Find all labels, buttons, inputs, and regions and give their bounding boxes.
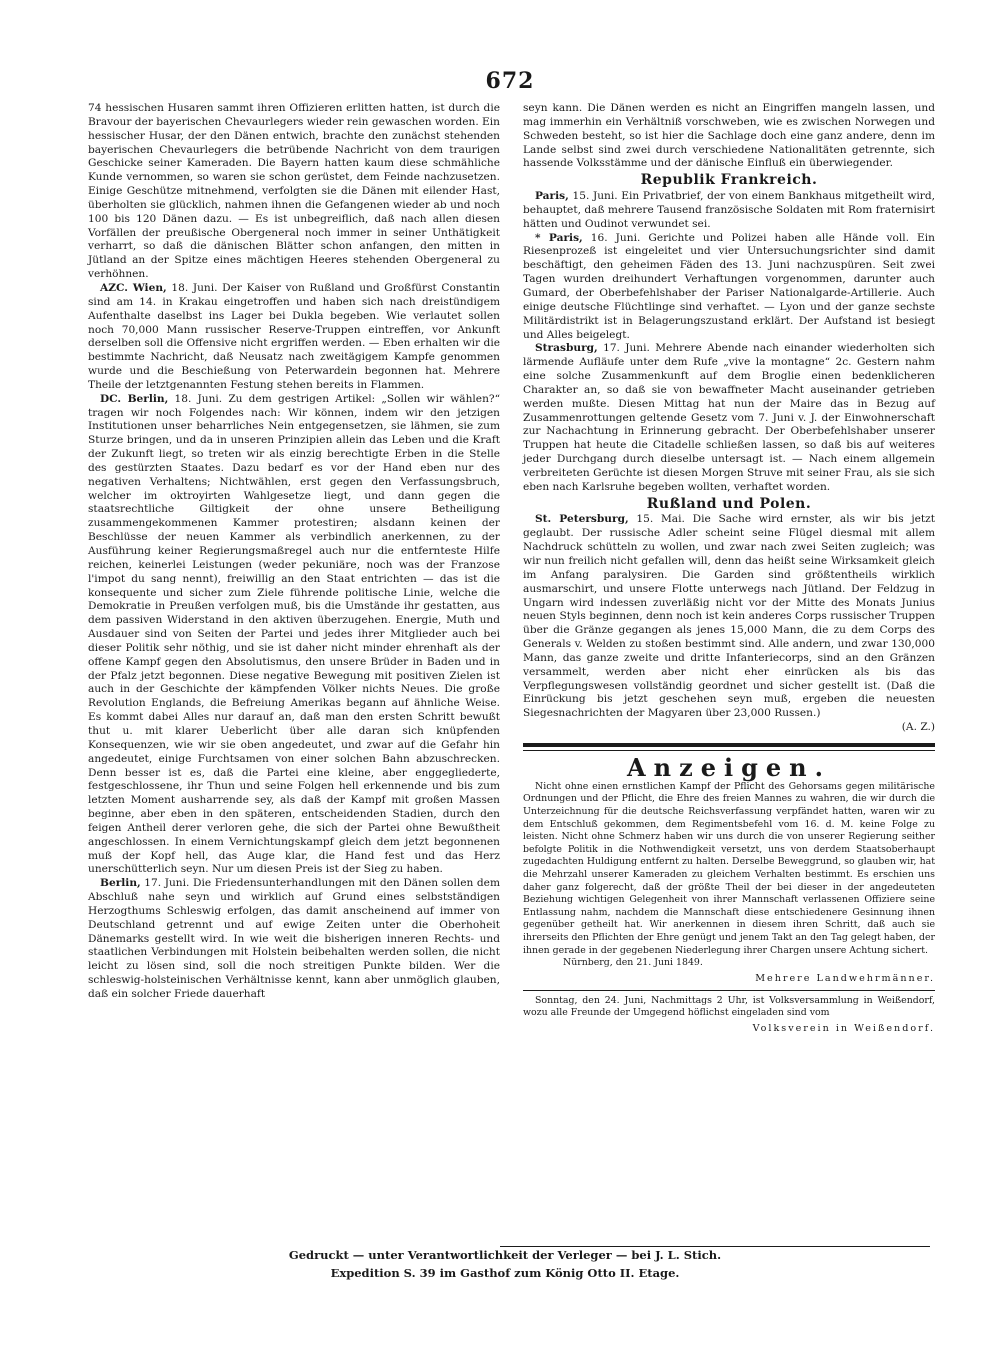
article-dateline: Strasburg,: [535, 342, 598, 355]
right-column: [523, 102, 935, 1039]
expedition-line: Expedition S. 39 im Gasthof zum König Otto II. Etage.: [330, 1266, 680, 1280]
section-heading: Rußland und Polen.: [646, 495, 812, 512]
article-text: 18. Juni. Zu dem gestrigen Artikel: „Sollen wir wählen?“ tragen wir noch Folgendes nach: Wir können, indem wir den jetzigen Institutionen unser beharrliches Nein entgegensetzen, sie lähmen, sie zum Sturze bringen, und da in unseren Prinzipien allein das Leben und die Kraft der Zukunft liegt, so treten wir als einzig berechtigte Erben in die Stelle des gestürzten Staates. Dazu bedarf es vor der Hand eben nur des negativen Verhaltens; Nichtwählen, erst gegen den Verfassungsbruch, welcher im oktroyirten Wahlgesetze liegt, und dann gegen die staatsrechtliche Giltigkeit der ohne unsere Betheiligung zusammengekommenen Kammer protestiren; alsdann keinen der Beschlüsse der neuen Kammer als verbindlich anerkennen, zu der Ausführung keiner Regierungsmaßregel auch nur die entfernteste Hilfe reichen, keinerlei Leistungen (weder pekuniäre, noch was der Franzose l'impot du sang nennt), freiwillig an den Staat entrichten — das ist die konsequente und sicher zum Ziele führende politische Linie, welche die Demokratie in Preußen verfolgen muß, bis die Umstände ihr gestatten, aus dem passiven Widerstand in den aktiven überzugehen. Energie, Muth und Ausdauer sind von Seiten der Partei und jedes ihrer Mitglieder auch bei dieser Politik sehr nöthig, und sie ist daher nicht minder ehrenhaft als der offene Kampf gegen den Absolutismus, den unsere Brüder in Baden und in der Pfalz jetzt begonnen. Diese negative Bewegung mit positiven Zielen ist auch in der Geschichte der kämpfenden Völker nichts Neues. Die große Revolution Englands, die Befreiung Amerikas begann auf ähnliche Weise. Es kommt dabei Alles nur darauf an, daß man den ersten Schritt bewußt thut u. mit klarer Ueberlicht über alle daran sich knüpfenden Konsequenzen, wie wir sie oben angedeutet, und zwar auf die Gefahr hin angedeutet, einige Furchtsamen von einer solchen Bahn abzuschrecken. Denn besser ist es, daß die Partei eine kleine, aber enggegliederte, festgeschlossene, ihr Thun und seine Folgen hell erkennende und bis zum letzten Moment ausharrende sey, als daß der Kampf mit großen Massen beginne, aber eben in den späteren, entscheidenden Stadien, durch den feigen Antheil derer verloren gehe, die sich der Partei ohne Bewußtheit angeschlossen. In einem Vernichtungskampf gleich dem jetzt begonnenen muß der Kopf hell, das Auge klar, die Hand fest und das Herz unerschütterlich seyn. Nur um diesen Preis ist der Sieg zu haben.: [88, 392, 500, 876]
section-heading: Republik Frankreich.: [640, 172, 818, 189]
article-paragraph: [523, 342, 935, 494]
article-text: seyn kann. Die Dänen werden es nicht an Eingriffen mangeln lassen, und mag immerhin ein Verhältniß vorschweben, wie es zwischen Norwegen und Schweden besteht, so ist hier die Sachlage doch eine ganz andere, denn im Lande selbst sind zwei durch verschiedene Nationalitäten getrennte, sich hassende Volksstämme und der dänische Einfluß ein überwiegender.: [523, 102, 935, 170]
advertisements-title: Anzeigen.: [627, 752, 831, 782]
page-number: 672: [485, 68, 535, 94]
article-paragraph: [523, 232, 935, 343]
section-divider-thick: [523, 743, 935, 747]
article-dateline: St. Petersburg,: [535, 513, 629, 526]
article-text: 17. Juni. Die Friedensunterhandlungen mit den Dänen sollen dem Abschluß nahe seyn und wirklich auf Grund eines selbstständigen Herzogthums Schleswig erfolgen, das damit anscheinend auf immer von Deutschland getrennt und auf ewige Zeiten unter die Oberhoheit Dänemarks gestellt wird. In wie weit die bisherigen inneren Rechts- und staatlichen Verbindungen mit Holstein beibehalten werden sollen, die nicht leicht zu lösen sind, soll die noch streitigen Punkte bilden. Wer die schleswig-holsteinischen Verhältnisse kennt, kann aber unmöglich glauben, daß ein solcher Friede dauerhaft: [88, 877, 500, 1000]
article-paragraph: [523, 190, 935, 232]
printer-line: Gedruckt — unter Verantwortlichkeit der Verleger — bei J. L. Stich.: [288, 1248, 722, 1262]
article-text: 15. Mai. Die Sache wird ernster, als wir bis jetzt geglaubt. Der russische Adler scheint seine Flügel diesmal mit allem Nachdruck schütteln zu wollen, und zwar nach zwei Seiten zugleich; was wir nun freilich nicht gefallen will, denn das heißt seine Wirksamkeit gleich im Anfang paralysiren. Die Garden sind größtentheils wirklich ausmarschirt, und unsere Flotte unterwegs nach Jütland. Der Feldzug in Ungarn wird indessen zuverläßig nicht vor der Mitte des Monats Junius neuen Styls beginnen, denn noch ist kein anderes Corps russischer Truppen über die Gränze gegangen als jenes 15,000 Mann, die zu dem Corps des Generals v. Welden zu stoßen bestimmt sind. Alle andern, und zwar 130,000 Mann, das ganze zweite und dritte Infanteriecorps, sind an den Gränzen versammelt, werden aber nicht eher einrücken als bis das Verpflegungswesen vollständig geordnet und sicher gestellt ist. (Daß die Einrückung bis jetzt geschehen seyn muß, ergeben die neuesten Siegesnachrichten der Magyaren über 23,000 Russen.): [523, 513, 936, 720]
article-paragraph: [523, 102, 935, 171]
left-column: [88, 102, 500, 1002]
article-paragraph: [88, 393, 500, 878]
advertisement-date-line: Nürnberg, den 21. Juni 1849.: [563, 957, 703, 969]
section-divider-thin: [523, 750, 935, 751]
right-articles: [523, 102, 935, 735]
article-text: 17. Juni. Mehrere Abende nach einander wiederholten sich lärmende Aufläufe unter dem Rufe „vive la montagne“ 2c. Gestern nahm eine solche Zusammenkunft auf dem Broglie einen bedenklicheren Charakter an, so daß sie von bewaffneter Macht auseinander getrieben werden mußte. Diesen Mittag hat nun der Maire das in Bezug auf Zusammenrottungen geltende Gesetz vom 7. Juni v. J. der Einwohnerschaft zur Nachachtung in Erinnerung gebracht. Der Oberbefehlshaber unserer Truppen hat heute die Citadelle schließen lassen, so daß bis auf weiteres jeder Durchgang durch dieselbe untersagt ist. — Nach einem allgemein verbreiteten Gerüchte ist diesen Morgen Struve mit seiner Frau, als sie sich eben nach Karlsruhe begeben wollten, verhaftet worden.: [523, 342, 935, 493]
article-text: 16. Juni. Gerichte und Polizei haben alle Hände voll. Ein Riesenprozeß ist eingeleitet und vier Untersuchungsrichter sind damit beschäftigt, den geheimen Fäden des 13. Juni nachzuspüren. Seit zwei Tagen wurden dreihundert Verhaftungen vorgenommen, darunter auch Gumard, der Oberbefehlshaber der Pariser Nationalgarde-Artillerie. Auch einige deutsche Flüchtlinge sind verhaftet. — Lyon und der ganze sechste Militärdistrikt ist in Belagerungszustand erklärt. Der Aufstand ist besiegt und Alles beigelegt.: [523, 231, 935, 341]
advertisement-signature: Mehrere Landwehrmänner.: [755, 972, 935, 984]
article-dateline: DC. Berlin,: [100, 392, 169, 405]
article-dateline: Paris,: [535, 190, 569, 203]
article-text: 18. Juni. Der Kaiser von Rußland und Großfürst Constantin sind am 14. in Krakau eingetroffen und haben sich nach dreistündigem Aufenthalte daselbst ins Lager bei Dukla begeben. Wie verlautet sollen noch 70,000 Mann russischer Reserve-Truppen eintreffen, vor Ankunft derselben soll die Offensive nicht ergriffen werden. — Eben erhalten wir die bestimmte Nachricht, daß Neusatz nach zweitägigem Kampfe genommen wurde und die Beschießung von Peterwardein begonnen hat. Mehrere Theile der letztgenannten Festung stehen bereits in Flammen.: [88, 281, 500, 391]
article-paragraph: [88, 282, 500, 393]
article-text: 74 hessischen Husaren sammt ihren Offizieren erlitten hatten, ist durch die Bravour der bayerischen Chevaurlegers wieder rein gewaschen worden. Ein hessischer Husar, der den Dänen entwich, brachte den zunächst stehenden bayerischen Chevaurlegers die betrübende Nachricht von dem traurigen Geschicke seiner Kameraden. Die Bayern hatten kaum diese schmähliche Kunde vernommen, so waren sie schon gerüstet, dem Feinde nachzusetzen. Einige Geschütze mitnehmend, verfolgten sie die Dänen mit eilender Hast, überholten sie glücklich, nahmen ihnen die Gefangenen wieder ab und noch 100 bis 120 Dänen dazu. — Es ist unbegreiflich, daß nach allen diesen Vorfällen der preußische Obergeneral noch immer in seiner Unthätigkeit verharrt, so daß die dänischen Blätter schon anfangen, den mitten in Jütland an der Spitze eines mächtigen Heeres stehenden Obergeneral zu verhöhnen.: [88, 102, 500, 281]
advertisement-separator: [523, 990, 935, 991]
meeting-notice-signature: Volksverein in Weißendorf.: [752, 1022, 935, 1034]
article-paragraph: [523, 513, 935, 721]
advertisement-body: Nicht ohne einen ernstlichen Kampf der Pflicht des Gehorsams gegen militärische Ordnungen und der Pflicht, die Ehre des freien Mannes zu wahren, die wir durch die Unterzeichnung für die deutsche Reichsverfassung verpfändet hatten, waren wir zu dem Entschluß gekommen, dem Regimentsbefehl vom 16. d. M. keine Folge zu leisten. Nicht ohne Schmerz haben wir uns durch die von unserer Regierung seither befolgte Politik in die Nothwendigkeit versetzt, uns von derdem Staatsoberhaupt zugedachten Huldigung entfernt zu halten. Derselbe Beweggrund, so glauben wir, hat die Mehrzahl unserer Kameraden zu gleichem Verhalten bestimmt. Es erschien uns daher ganz folgerecht, daß der größte Theil der bei dieser in der angedeuteten Beziehung wichtigen Gelegenheit von ihrer Mannschaft verlassenen Offiziere seine Entlassung nahm, nachdem die Mannschaft diese entschiedenere Gesinnung ihnen gegenüber getheilt hat. Wir anerkennen in diesem ihren Schritt, daß auch sie ihrerseits den Pflichten der Ehre genügt und jenem Takt an den Tag gelegt haben, der ihnen gerade in der gegebenen Niederlegung ihrer Chargen unsere Achtung sichert.: [523, 780, 935, 956]
article-source: (A. Z.): [901, 721, 935, 734]
advertisements-section: [523, 752, 935, 1036]
article-paragraph: [88, 102, 500, 282]
article-dateline: Berlin,: [100, 877, 141, 890]
article-paragraph: [88, 877, 500, 1002]
article-dateline: * Paris,: [535, 231, 583, 244]
meeting-notice: Sonntag, den 24. Juni, Nachmittags 2 Uhr, ist Volksversammlung in Weißendorf, wozu alle Freunde der Umgegend höflichst eingeladen sind vom: [523, 994, 935, 1019]
article-text: 15. Juni. Ein Privatbrief, der von einem Bankhaus mitgetheilt wird, behauptet, daß mehrere Tausend französische Soldaten mit Rom fraternisirt hätten und Oudinot verwundet sei.: [523, 190, 935, 230]
article-dateline: AZC. Wien,: [100, 281, 167, 294]
bottom-rule: [500, 1246, 930, 1247]
